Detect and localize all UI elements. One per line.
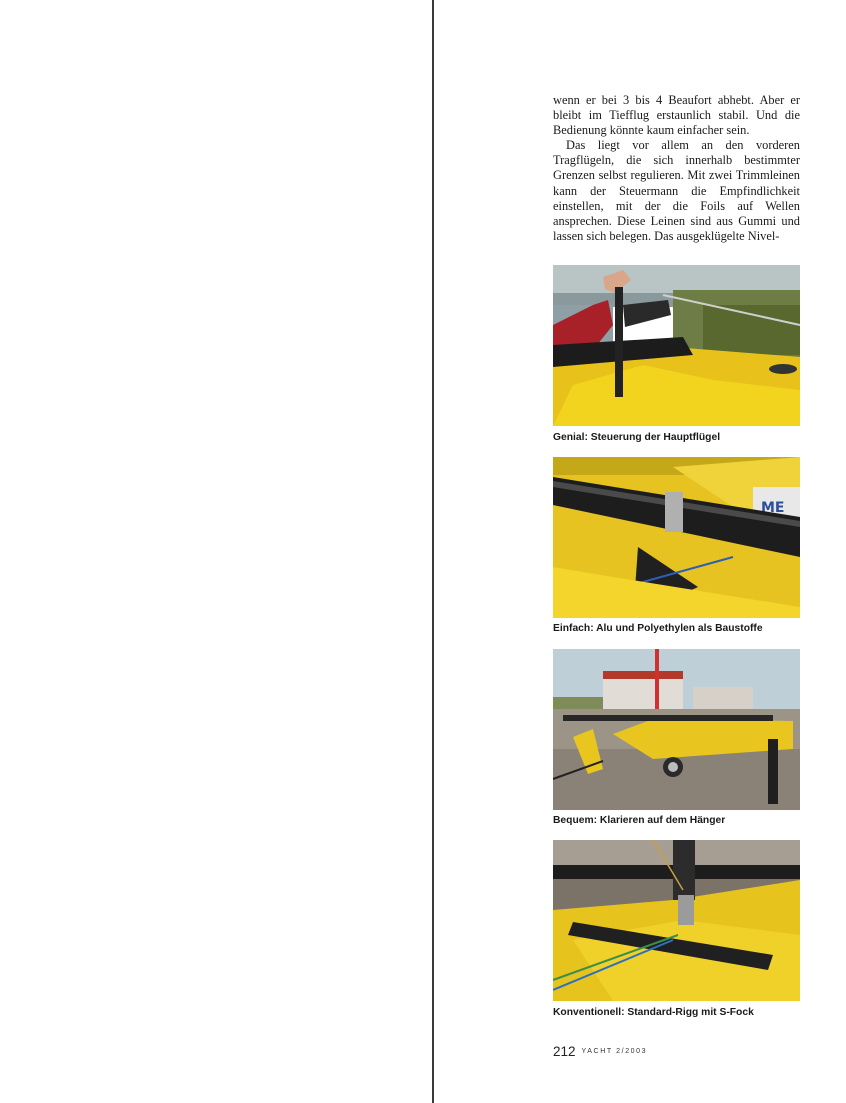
- magazine-issue: YACHT 2/2003: [581, 1048, 648, 1055]
- photo-standard-rigg: [553, 840, 800, 1001]
- photo-caption: Konventionell: Standard-Rigg mit S-Fock: [553, 1007, 754, 1018]
- page-number: 212: [553, 1044, 576, 1059]
- photo-caption: Genial: Steuerung der Hauptflügel: [553, 432, 721, 443]
- article-body-text: [553, 93, 800, 244]
- svg-text:ME: ME: [761, 500, 785, 516]
- photo-caption: Einfach: Alu und Polyethylen als Baustoffe: [553, 623, 763, 634]
- page-gutter-line: [432, 0, 434, 1103]
- photo-alu-polyethylen: [553, 457, 800, 618]
- photo-hauptfluegel-steuerung: [553, 265, 800, 426]
- photo-klarieren-haenger: [553, 649, 800, 810]
- article-paragraph: wenn er bei 3 bis 4 Beaufort abhebt. Aber er bleibt im Tiefflug erstaunlich stabil. Und die Bedienung könnte kaum einfacher sein.: [553, 93, 800, 138]
- page-folio: [553, 1043, 647, 1061]
- photo-caption: Bequem: Klarieren auf dem Hänger: [553, 815, 726, 826]
- article-paragraph: Das liegt vor allem an den vorderen Tragflügeln, die sich innerhalb bestimmter Grenzen selbst regulieren. Mit zwei Trimmleinen kann der Steuermann die Empfindlichkeit einstellen, mit der die Foils auf Wellen ansprechen. Diese Leinen sind aus Gummi und lassen sich belegen. Das ausgeklügelte Nivel-: [553, 138, 800, 243]
